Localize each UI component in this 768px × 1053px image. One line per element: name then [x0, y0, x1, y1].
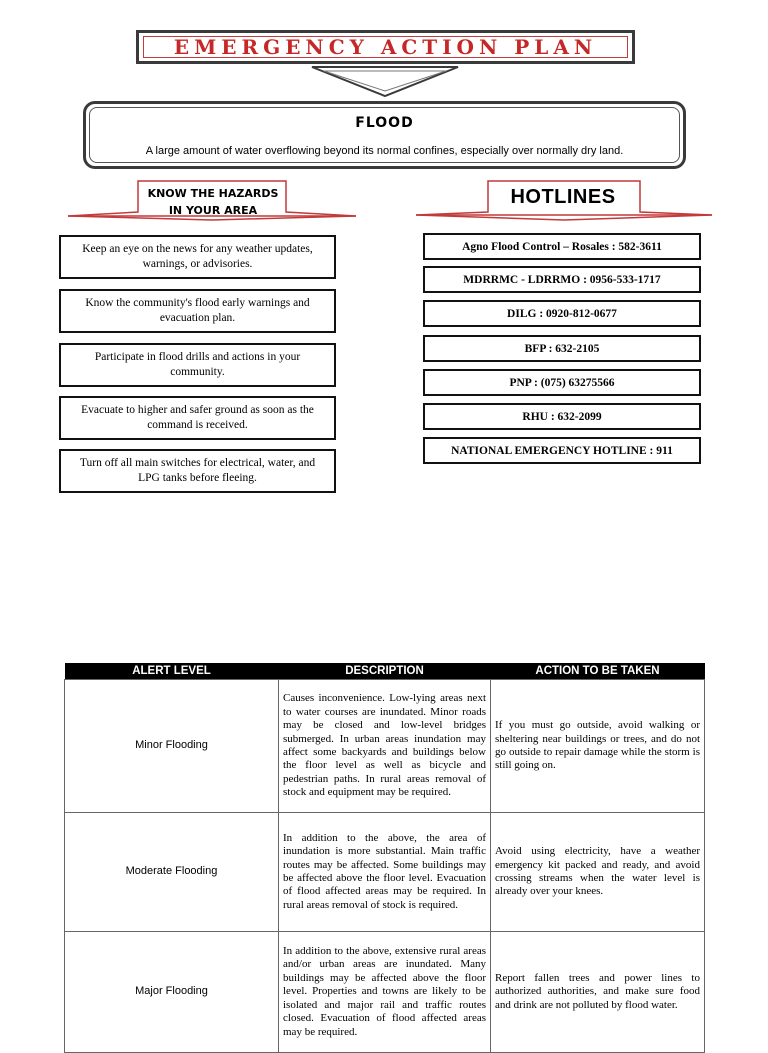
hazard-tip-flood-drills: Participate in flood drills and actions in your community. — [59, 343, 336, 387]
hotlines-header: HOTLINES — [510, 186, 616, 208]
hotline-national-emergency: NATIONAL EMERGENCY HOTLINE : 911 — [423, 437, 701, 464]
action-cell: Avoid using electricity, have a weather emergency kit packed and ready, and avoid crossing streams when the water level is already over your knees. — [491, 813, 705, 932]
hotline-dilg: DILG : 0920-812-0677 — [423, 300, 701, 327]
hotline-rhu: RHU : 632-2099 — [423, 403, 701, 430]
alert-level-cell: Minor Flooding — [65, 680, 279, 813]
hazards-header-line2: IN YOUR AREA — [168, 204, 258, 217]
title-banner — [136, 30, 635, 64]
alert-level-cell: Moderate Flooding — [65, 813, 279, 932]
hotline-agno-flood-control: Agno Flood Control – Rosales : 582-3611 — [423, 233, 701, 260]
description-cell: In addition to the above, the area of inundation is more substantial. Main traffic routes may be affected. Some buildings may be affected above the floor level. Evacuation of flood affected areas may be required. In rural areas removal of stock is required. — [279, 813, 491, 932]
hotline-pnp: PNP : (075) 63275566 — [423, 369, 701, 396]
header-description: DESCRIPTION — [279, 663, 491, 680]
table-row — [65, 813, 705, 932]
flood-title: FLOOD — [355, 115, 414, 131]
alert-level-table — [64, 663, 705, 1053]
table-row — [65, 680, 705, 813]
page-title: EMERGENCY ACTION PLAN — [173, 35, 598, 59]
hazard-tip-evacuate: Evacuate to higher and safer ground as soon as the command is received. — [59, 396, 336, 440]
hazard-tip-weather-news: Keep an eye on the news for any weather updates, warnings, or advisories. — [59, 235, 336, 279]
action-cell: Report fallen trees and power lines to authorized authorities, and make sure food and drink are not polluted by flood water. — [491, 932, 705, 1053]
header-action: ACTION TO BE TAKEN — [491, 663, 705, 680]
table-header-row — [65, 663, 705, 680]
hazard-tip-turn-off-switches: Turn off all main switches for electrical, water, and LPG tanks before fleeing. — [59, 449, 336, 493]
hazard-tip-early-warnings: Know the community's flood early warnings and evacuation plan. — [59, 289, 336, 333]
hazards-header-line1: KNOW THE HAZARDS — [147, 187, 279, 200]
hotline-mdrrmc: MDRRMC - LDRRMO : 0956-533-1717 — [423, 266, 701, 293]
flood-definition: A large amount of water overflowing beyond its normal confines, especially over normally dry land. — [145, 145, 624, 157]
alert-level-cell: Major Flooding — [65, 932, 279, 1053]
action-cell: If you must go outside, avoid walking or sheltering near buildings or trees, and do not go outside to repair damage while the storm is still going on. — [491, 680, 705, 813]
flood-definition-box — [83, 101, 686, 169]
hotline-bfp: BFP : 632-2105 — [423, 335, 701, 362]
title-banner-inner — [143, 36, 628, 58]
title-arrow-icon — [310, 64, 460, 98]
header-alert-level: ALERT LEVEL — [65, 663, 279, 680]
description-cell: Causes inconvenience. Low-lying areas next to water courses are inundated. Minor roads may be closed and low-level bridges submerged. In urban areas inundation may affect some backyards and buildings below the floor level as well as bicycle and pedestrian paths. In rural areas removal of stock and equipment may be required. — [279, 680, 491, 813]
description-cell: In addition to the above, extensive rural areas and/or urban areas are inundated. Many buildings may be affected above the floor level. Properties and towns are likely to be isolated and major rail and traffic routes closed. Evacuation of flood affected areas may be required. — [279, 932, 491, 1053]
table-row — [65, 932, 705, 1053]
hazards-header — [138, 185, 288, 219]
